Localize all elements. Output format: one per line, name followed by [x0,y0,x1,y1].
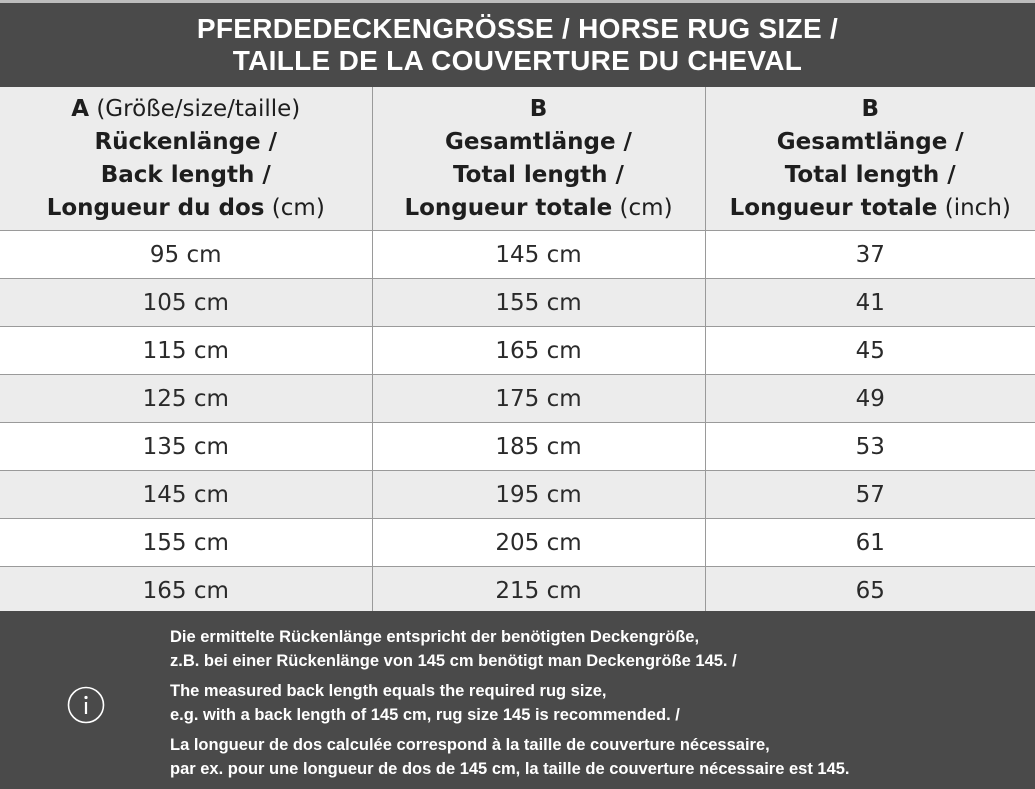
column-header-french-line [373,192,705,225]
total-length-cm-cell: 145 cm [372,231,705,279]
column-header-french-line [706,192,1035,225]
footer-notes [170,625,850,781]
column-header-french: Longueur du dos [46,194,265,221]
column-header-english: Total length / [453,161,624,188]
column-header-unit: (cm) [264,194,325,221]
column-header-letter-line [706,93,1035,126]
table-row [0,519,1035,567]
back-length-cell: 95 cm [0,231,372,279]
table-header-row [0,87,1035,231]
column-header-french: Longueur totale [729,194,938,221]
note-line: The measured back length equals the required rug size, [170,682,607,700]
column-header-letter: B [861,95,880,122]
column-header-german: Rückenlänge / [94,128,278,155]
total-length-cm-cell: 165 cm [372,327,705,375]
table-row [0,231,1035,279]
column-header-french: Longueur totale [404,194,613,221]
title-bar [0,0,1035,87]
note-line: z.B. bei einer Rückenlänge von 145 cm benötigt man Deckengröße 145. / [170,652,737,670]
table-row [0,327,1035,375]
note-line: par ex. pour une longueur de dos de 145 cm, la taille de couverture nécessaire est 145. [170,760,850,778]
note-line: La longueur de dos calculée correspond à la taille de couverture nécessaire, [170,736,770,754]
note-english [170,679,850,727]
column-header-letter-suffix: (Größe/size/taille) [89,95,301,122]
total-length-inch-cell: 45 [705,327,1035,375]
total-length-cm-cell: 215 cm [372,567,705,615]
total-length-cm-cell: 205 cm [372,519,705,567]
total-length-inch-cell: 65 [705,567,1035,615]
total-length-inch-cell: 37 [705,231,1035,279]
back-length-cell: 105 cm [0,279,372,327]
total-length-inch-cell: 61 [705,519,1035,567]
column-header-letter-line [0,93,372,126]
column-header-unit: (cm) [612,194,673,221]
info-icon [67,686,105,724]
total-length-cm-cell: 195 cm [372,471,705,519]
note-line: e.g. with a back length of 145 cm, rug size 145 is recommended. / [170,706,680,724]
back-length-cell: 155 cm [0,519,372,567]
back-length-cell: 145 cm [0,471,372,519]
column-header-german: Gesamtlänge / [445,128,632,155]
total-length-inch-cell: 49 [705,375,1035,423]
total-length-cm-cell: 175 cm [372,375,705,423]
column-header-french-line [0,192,372,225]
column-header-total-length-inch [705,87,1035,231]
note-german [170,625,850,673]
total-length-inch-cell: 53 [705,423,1035,471]
column-header-total-length-cm [372,87,705,231]
note-line: Die ermittelte Rückenlänge entspricht der benötigten Deckengröße, [170,628,700,646]
back-length-cell: 115 cm [0,327,372,375]
column-header-letter: A [71,95,90,122]
table-row [0,375,1035,423]
column-header-letter: B [529,95,548,122]
total-length-inch-cell: 57 [705,471,1035,519]
total-length-inch-cell: 41 [705,279,1035,327]
column-header-english: Total length / [784,161,956,188]
back-length-cell: 125 cm [0,375,372,423]
back-length-cell: 135 cm [0,423,372,471]
size-table [0,87,1035,614]
note-french [170,733,850,781]
title-line-1: PFERDEDECKENGRÖSSE / HORSE RUG SIZE / [196,13,839,44]
column-header-back-length [0,87,372,231]
column-header-english: Back length / [100,161,271,188]
info-footer [0,611,1035,789]
back-length-cell: 165 cm [0,567,372,615]
total-length-cm-cell: 185 cm [372,423,705,471]
column-header-letter-line [373,93,705,126]
table-row [0,279,1035,327]
column-header-unit: (inch) [937,194,1011,221]
column-header-german: Gesamtlänge / [776,128,964,155]
table-row [0,423,1035,471]
table-row [0,471,1035,519]
total-length-cm-cell: 155 cm [372,279,705,327]
title-line-2: TAILLE DE LA COUVERTURE DU CHEVAL [232,45,803,76]
table-row [0,567,1035,615]
